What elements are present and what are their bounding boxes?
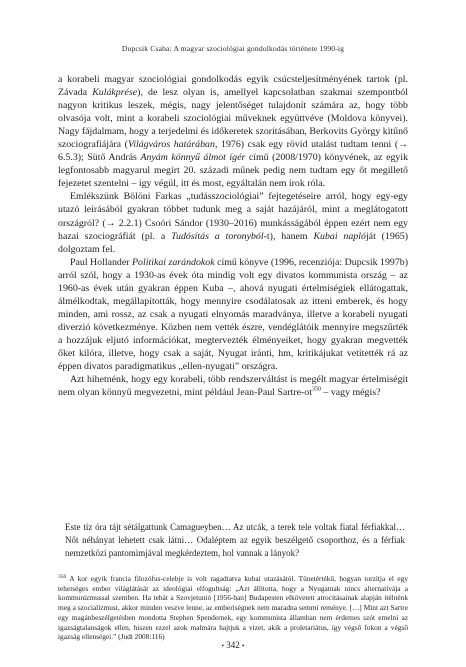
book-title: Tudósítás a toronyból: [171, 230, 264, 242]
book-title: Politikai zarándokok: [132, 256, 215, 268]
book-title: Világváros határában: [127, 139, 215, 151]
bullet-right: •: [242, 642, 245, 650]
page-number-value: 342: [226, 640, 240, 650]
text-run: a korabeli magyar szociológiai gondolkodás egyik csúcsteljesítményének tartok (pl. Závada: [58, 74, 408, 99]
running-head: Dupcsik Csaba: A magyar szociológiai gondolkodás története 1990-ig: [121, 44, 345, 53]
text-run: Azt hihetnénk, hogy egy korabeli, több rendszerváltást is megélt magyar értelmiségit nem olyan könnyű megvezetni, mint például Jean-Paul Sartre-ot: [58, 374, 408, 399]
text-run: ját (1965) dolgoztam fel.: [58, 230, 408, 255]
paragraph-4: [58, 373, 408, 399]
footnote: [58, 573, 408, 642]
text-run: Emlékszünk Bölöni Farkas „tudásszociológiai” fejtegetéseire arról, hogy egy-egy utazó leírásából gyakran többet tudunk meg a saját hazájáról, mint a meglátogatott országról? (→ 2.2.1) Csoóri Sándor (1930–2016) munkásságából éppen ezért nem egy hazai szociográfiát (pl. a: [58, 191, 408, 242]
block-quote: [65, 521, 405, 559]
book-title: Kubai napló: [313, 230, 366, 242]
text-run: ), de lesz olyan is, amellyel kapcsolatban szakmai szempontból nagyon kritikus leszek, mégis, nagy jelentőséget tulajdonít számára az, hogy több olvasója volt, mint a korabeli szociológiai műveknek együttvéve (Moldova könyvei). Nagy fájdalmam, hogy a terjedelmi és időkeretek szorításában, Berkovits György kitűnő szociografiájára (: [58, 87, 408, 151]
quote-text: Este tíz óra tájt sétálgattunk Camagueyben… Az utcák, a terek tele voltak fiatal férfiakkal… Nőt néhányat lehetett csak látni… Odaléptem az egyik beszélgető csoporthoz, és a férfiak nemzetközi pantomimjával megkérdeztem, hol vannak a lányok?: [65, 522, 405, 558]
footnote-text: A kor egyik francia filozófus-celebje is volt ragadtatva kubai utazásától. Tünetértékű, hogyan torzítja el egy tehetséges ember világlátását az ideológiai elfogultság: „Azt állította, hogy a Nyugatnak nincs alternatívája a kommunizmussal szemben. Ha tehát a Szovjetunió [1956-ban] Budapesten elkövetett atrocitásainak alapján itélnénk meg a szocializmust, akkor minden veszve lenne, az emberiségnek nem maradna semmi reménye. […] Mint azt Sartre egy magánbeszélgetésben mondotta Stephen Spendernek, egy kommunista államban nem érdemes szót emelni az igazságtalanságok ellen, hiszen ezzel azok malmára hajtjuk a vizet, akik a proletariátus, így végső fokon a végső igazság ellenségei.” (Judt 2008:116): [58, 574, 408, 642]
body-text: [58, 73, 408, 399]
page-number: [0, 640, 466, 650]
paragraph-1: [58, 73, 408, 190]
text-run: című (2008/1970) könyvének, az egyik legfontosabb magyarul megírt 20. századi műnek pedig nem tudtam egy őt megillető fejezetet szentelni – így végül, itt és most, egyáltalán nem írok róla.: [58, 152, 409, 190]
book-title: Anyám könnyű álmot ígér: [140, 152, 246, 164]
text-run: Paul Hollander: [70, 256, 133, 268]
text-run: című könyve (1996, recenziója: Dupcsik 1997b) arról szól, hogy a 1930-as évek óta mindig volt egy divatos kommunista ország – az 1960-as évek után gyakran éppen Kuba –, ahová nyugati értelmiségiek ellátogattak, álmélkodtak, megállapították, hogy mennyire csodálatosak az itteni emberek, és hogy minden, ami rossz, az csak a nyugati elnyomás maradványa, illetve a korabeli nyugati diverzió következménye. Közben nem vették észre, vendéglátóik mennyire megszűrték a hozzájuk eljutó információkat, megtervezték élményeiket, hogy gyakran megvették őket kilóra, illetve, hogy csak a saját, Nyugat iránti, hm, kritikájukat vetítették rá az éppen divatos paradigmatikus „ellen-nyugati” országra.: [58, 256, 409, 373]
footnote-reference[interactable]: 350: [311, 386, 321, 393]
text-run: -t), hanem: [263, 230, 314, 242]
text-run: – vagy mégis?: [320, 387, 381, 399]
book-title: Kulákprése: [92, 87, 138, 99]
paragraph-3: [58, 256, 408, 373]
text-run: , 1976) csak egy rövid utalást tudtam tenni (→ 6.5.3); Sütő András: [58, 139, 408, 164]
footnote-number: 350: [58, 574, 67, 580]
paragraph-2: [58, 190, 408, 255]
bullet-left: •: [221, 642, 224, 650]
